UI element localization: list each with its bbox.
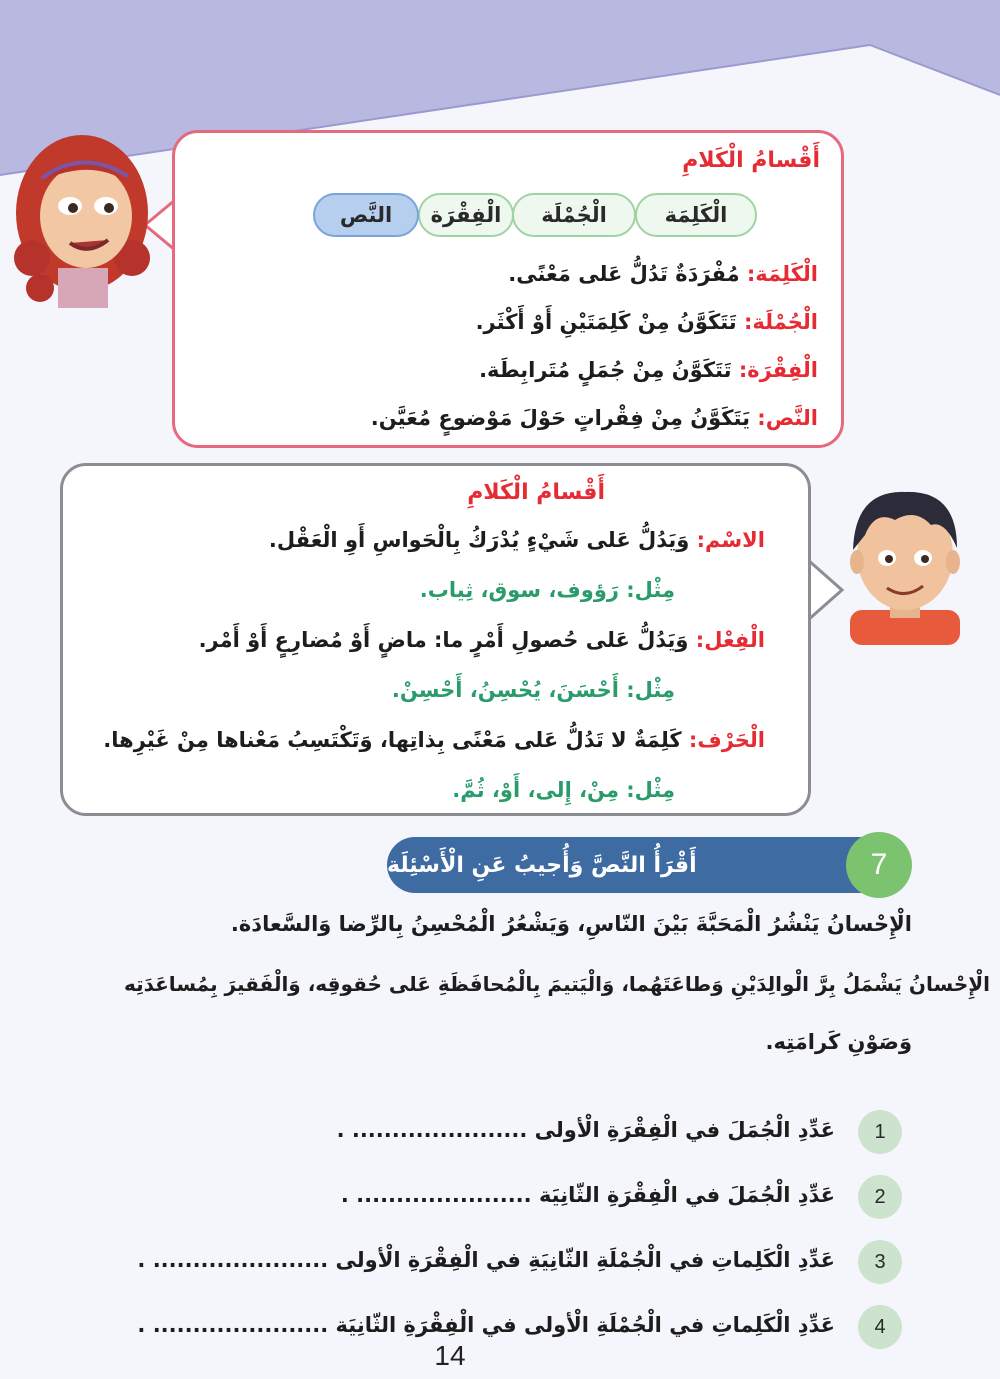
question-1-text: عَدِّدِ الْجُمَلَ في الْفِقْرَةِ الْأولى ...................... . bbox=[336, 1118, 835, 1142]
particle-example: مِثْل: مِنْ، إِلى، أَوْ، ثُمَّ. bbox=[452, 778, 675, 802]
noun-definition: الاسْم: وَيَدُلُّ عَلى شَيْءٍ يُدْرَكُ بِالْحَواسِ أَوِ الْعَقْل. bbox=[268, 528, 765, 552]
box2-heading: أَقْسامُ الْكَلامِ bbox=[467, 480, 605, 505]
page-number: 14 bbox=[434, 1340, 466, 1371]
definition-paragraph: الْفِقْرَة: تَتَكَوَّنُ مِنْ جُمَلٍ مُتَرابِطَة. bbox=[479, 358, 818, 382]
particle-definition: الْحَرْف: كَلِمَةٌ لا تَدُلُّ عَلى مَعْنًى بِذاتِها، وَتَكْتَسِبُ مَعْناها مِنْ غَيْرِها. bbox=[103, 728, 765, 752]
question-1-number: 1 bbox=[858, 1110, 902, 1154]
pill-paragraph: الْفِقْرَة bbox=[418, 193, 514, 237]
exercise-banner: أَقْرَأُ النَّصَّ وَأُجيبُ عَنِ الْأَسْئِلَة bbox=[387, 837, 865, 893]
question-3-text: عَدِّدِ الْكَلِماتِ في الْجُمْلَةِ الثّانِيَةِ في الْفِقْرَةِ الْأولى ...................... . bbox=[137, 1248, 835, 1272]
pill-word: الْكَلِمَة bbox=[635, 193, 757, 237]
pill-text: النَّص bbox=[313, 193, 419, 237]
exercise-number-badge: 7 bbox=[846, 832, 912, 898]
reading-paragraph-1: الْإِحْسانُ يَنْشُرُ الْمَحَبَّةَ بَيْنَ النّاسِ، وَيَشْعُرُ الْمُحْسِنُ بِالرِّضا وَالسَّعادَة. bbox=[230, 912, 912, 936]
question-4-number: 4 bbox=[858, 1305, 902, 1349]
reading-paragraph-2-line-2: وَصَوْنِ كَرامَتِه. bbox=[765, 1030, 912, 1054]
question-3-number: 3 bbox=[858, 1240, 902, 1284]
definition-sentence: الْجُمْلَة: تَتَكَوَّنُ مِنْ كَلِمَتَيْنِ أَوْ أَكْثَر. bbox=[475, 310, 818, 334]
definitions-speech-bubble bbox=[172, 130, 844, 448]
definition-text: النَّص: يَتَكَوَّنُ مِنْ فِقْراتٍ حَوْلَ مَوْضوعٍ مُعَيَّن. bbox=[370, 406, 818, 430]
question-4-text: عَدِّدِ الْكَلِماتِ في الْجُمْلَةِ الْأولى في الْفِقْرَةِ الثّانِيَة ...................... . bbox=[137, 1313, 835, 1337]
question-2-number: 2 bbox=[858, 1175, 902, 1219]
girl-character-illustration bbox=[10, 128, 160, 308]
question-2-text: عَدِّدِ الْجُمَلَ في الْفِقْرَةِ الثّانِيَة ...................... . bbox=[340, 1183, 835, 1207]
verb-definition: الْفِعْل: وَيَدُلُّ عَلى حُصولِ أَمْرٍ ما: ماضٍ أَوْ مُضارِعٍ أَوْ أَمْر. bbox=[198, 628, 765, 652]
box1-heading: أَقْسامُ الْكَلامِ bbox=[682, 148, 820, 173]
definition-word: الْكَلِمَة: مُفْرَدَةٌ تَدُلُّ عَلى مَعْنًى. bbox=[508, 262, 818, 286]
pill-sentence: الْجُمْلَة bbox=[512, 193, 636, 237]
boy-character-illustration bbox=[835, 480, 975, 645]
verb-example: مِثْل: أَحْسَنَ، يُحْسِنُ، أَحْسِنْ. bbox=[391, 678, 675, 702]
reading-paragraph-2-line-1: الْإِحْسانُ يَشْمَلُ بِرَّ الْوالِدَيْنِ وَطاعَتَهُما، وَالْيَتيمَ بِالْمُحافَظَةِ عَلى حُقوقِه، وَالْفَقيرَ بِمُساعَدَتِه bbox=[123, 972, 990, 996]
noun-example: مِثْل: رَؤوف، سوق، ثِياب. bbox=[419, 578, 675, 602]
